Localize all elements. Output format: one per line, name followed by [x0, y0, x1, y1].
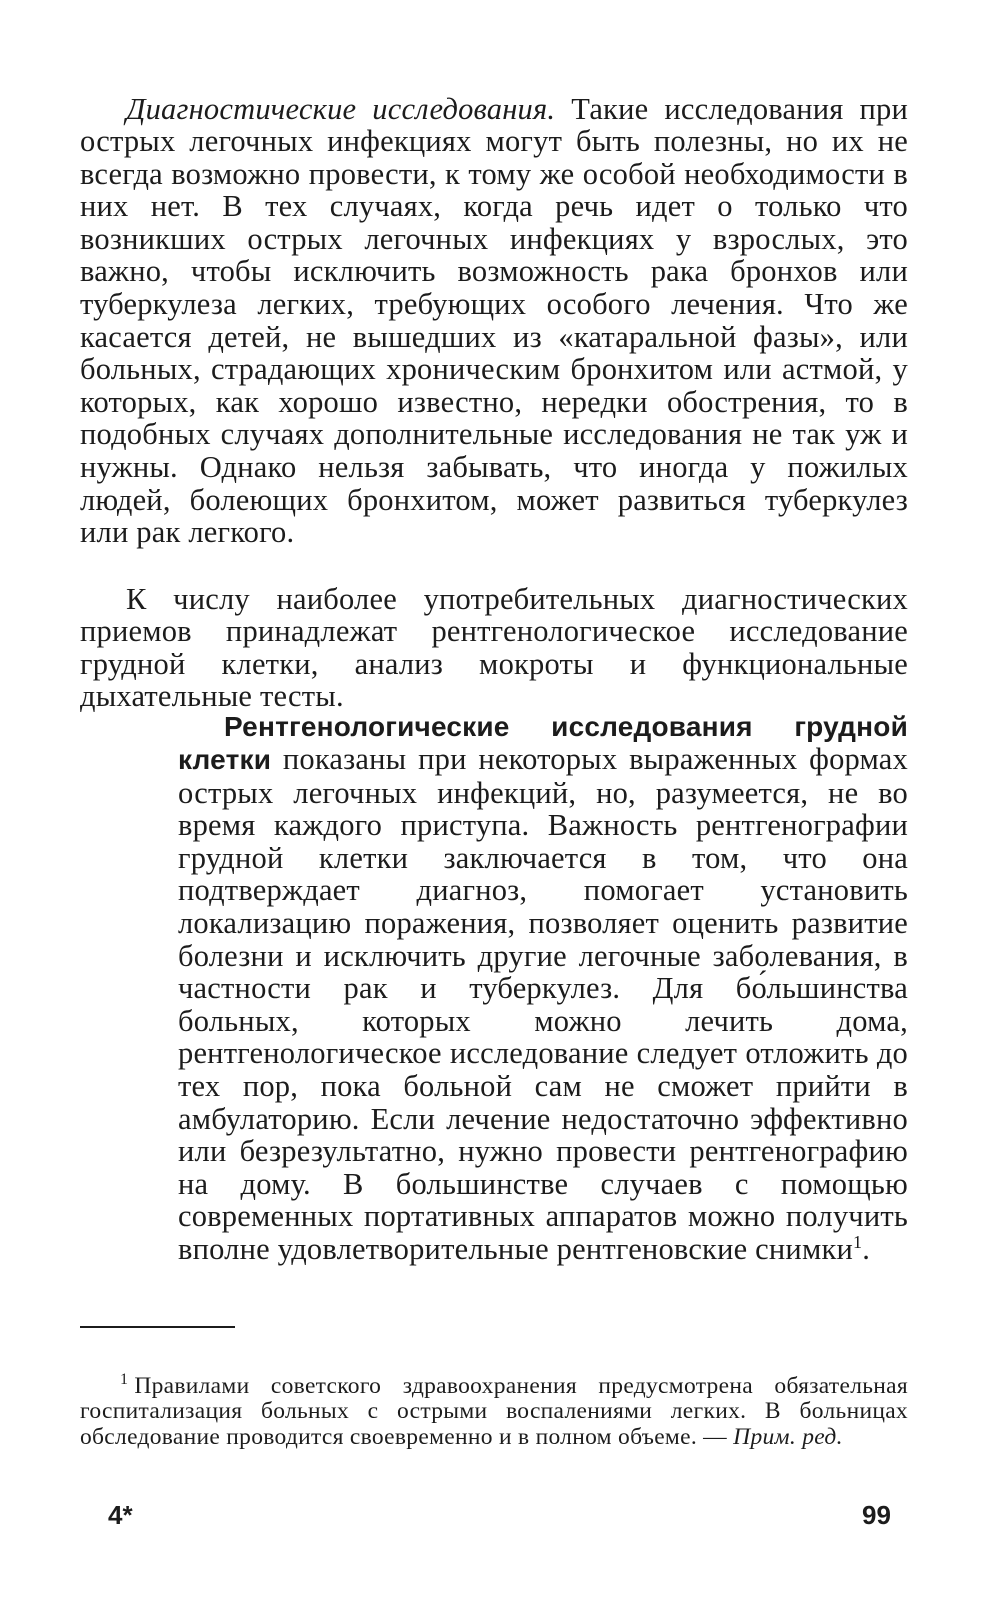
footnote-text: Правилами советского здравоохранения предусмотрена обязательная госпитализация больных с острыми воспалениями легких. В больницах обследование проводится своевременно и в полном объеме. —	[80, 1372, 908, 1450]
paragraph-body: показаны при некоторых выраженных формах острых легочных инфекций, но, разумеется, не во время каждого приступа. Важность рентгенографии грудной клетки заключается в том, что она подтверждает диагноз, помогает установить локализацию поражения, позволяет оценить развитие болезни и исключить другие легочные заболевания, в частности рак и туберкулез. Для бо́льшинства больных, которых можно лечить дома, рентгенологическое исследование следует отложить до тех пор, пока больной сам не сможет прийти в амбулаторию. Если лечение недостаточно эффективно или безрезультатно, нужно провести рентгенографию на дому. В большинстве случаев с помощью современных портативных аппаратов можно получить вполне удовлетворительные рентгеновские снимки	[178, 742, 908, 1266]
paragraph-chest-xray	[178, 710, 908, 1266]
paragraph-diagnostic-methods	[80, 583, 908, 713]
printer-signature-mark: 4*	[108, 1500, 133, 1530]
paragraph-body: Такие исследования при острых легочных инфекциях могут быть полезны, но их не всегда возможно провести, к тому же особой необходимости в них нет. В тех случаях, когда речь идет о только что возникших острых легочных инфекциях у взрослых, это важно, чтобы исключить возможность рака бронхов или туберкулеза легких, требующих особого лечения. Что же касается детей, не вышедших из «катаральной фазы», или больных, страдающих хроническим бронхитом или астмой, у которых, как хорошо известно, нередки обострения, то в подобных случаях дополнительные исследования не так уж и нужны. Однако нельзя забывать, что иногда у пожилых людей, болеющих бронхитом, может развиться туберкулез или рак легкого.	[80, 91, 909, 550]
editor-note: Прим. ред.	[733, 1423, 843, 1450]
paragraph-diagnostic-studies	[80, 93, 908, 549]
footnote	[80, 1370, 908, 1451]
section-heading-diagnostic-studies: Диагностические исследования.	[126, 91, 556, 126]
section-heading-chest-xray: Рентгенологические исследования грудной клетки	[178, 710, 908, 776]
paragraph-end-punctuation: .	[862, 1232, 871, 1266]
footnote-divider	[80, 1326, 235, 1328]
footnote-reference: 1	[853, 1231, 863, 1252]
paragraph-body: К числу наиболее употребительных диагностических приемов принадлежат рентгенологическое исследование грудной клетки, анализ мокроты и функциональные дыхательные тесты.	[80, 581, 908, 714]
page-number: 99	[862, 1500, 891, 1530]
footnote-number: 1	[120, 1370, 129, 1388]
